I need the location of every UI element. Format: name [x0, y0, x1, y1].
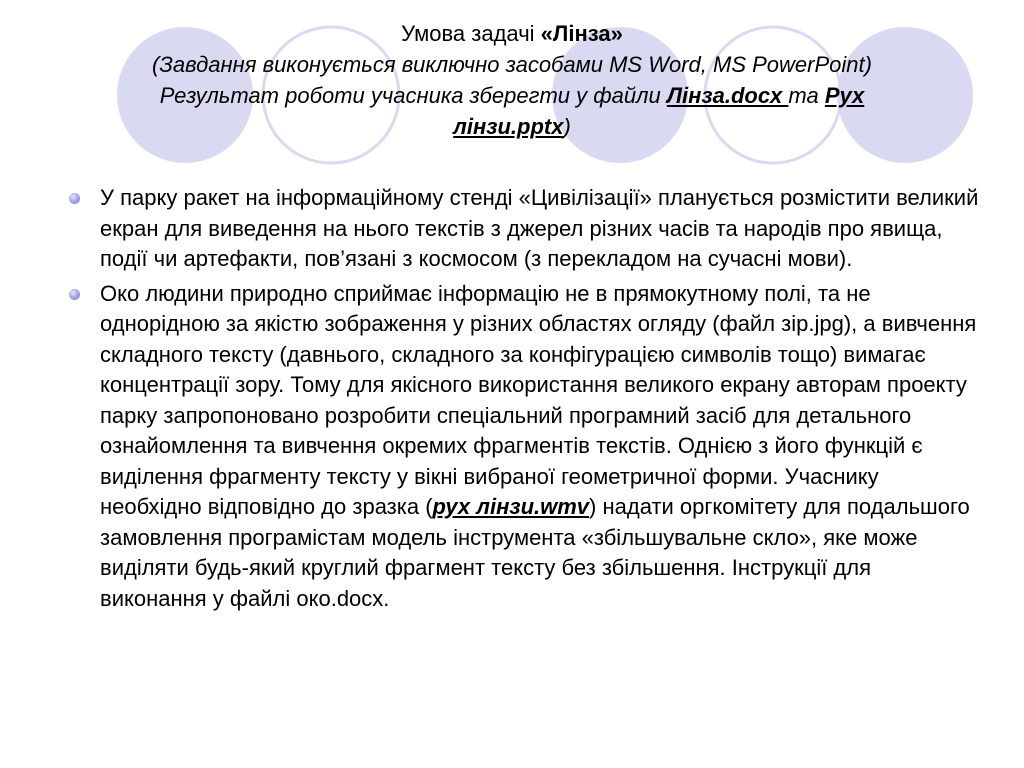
task-name: «Лінза» [540, 21, 623, 46]
title-line-3 [80, 80, 944, 111]
title-line-3-prefix: Результат роботи учасника зберегти у файли [159, 83, 667, 108]
title-line-4-suffix: ) [563, 114, 571, 139]
title-line-1 [80, 18, 944, 49]
file-link-lens-docx[interactable]: Лінза.docx [666, 83, 789, 108]
title-line-2: (Завдання виконується виключно засобами MS Word, MS PowerPoint) [152, 52, 872, 77]
bullet-item-1 [100, 183, 980, 275]
bullet-item-2 [100, 279, 980, 615]
bullet-2-text-b: ) надати оргкомітету для подальшого замовлення програмістам модель інструмента «збільшувальне скло», яке може виділяти будь-який круглий фрагмент тексту без збільшення. Інструкції для виконання у файлі око.docx. [100, 494, 970, 611]
file-link-pptx-part1[interactable]: Рух [824, 83, 865, 108]
slide-title [80, 18, 944, 142]
title-prefix: Умова задачі [401, 21, 541, 46]
file-link-wmv[interactable]: рух лінзи.wmv [432, 494, 590, 519]
bullet-2-text-a: Око людини природно сприймає інформацію не в прямокутному полі, та не однорідною за якістю зображення у різних областях огляду (файл зір.jpg), а вивчення складного тексту (давнього, складного за конфігурацією символів тощо) вимагає концентрації зору. Тому для якісного використання великого екрану авторам проекту парку запропоновано розробити спеціальний програмний засіб для детального ознайомлення та вивчення окремих фрагментів текстів. Однією з його функцій є виділення фрагменту тексту у вікні вибраної геометричної форми. Учаснику необхідно відповідно до зразка ( [100, 280, 977, 519]
file-link-pptx-part2[interactable]: лінзи.pptx [453, 114, 564, 139]
bullet-icon [69, 193, 80, 204]
bullet-icon [69, 289, 80, 300]
slide-body [100, 183, 980, 618]
title-line-4 [80, 111, 944, 142]
bullet-1-text: У парку ракет на інформаційному стенді «Цивілізації» планується розмістити великий екран для виведення на нього текстів з джерел різних часів та народів про явища, події чи артефакти, пов’язані з космосом (з перекладом на сучасні мови). [100, 185, 979, 271]
title-line-3-mid: та [788, 83, 825, 108]
